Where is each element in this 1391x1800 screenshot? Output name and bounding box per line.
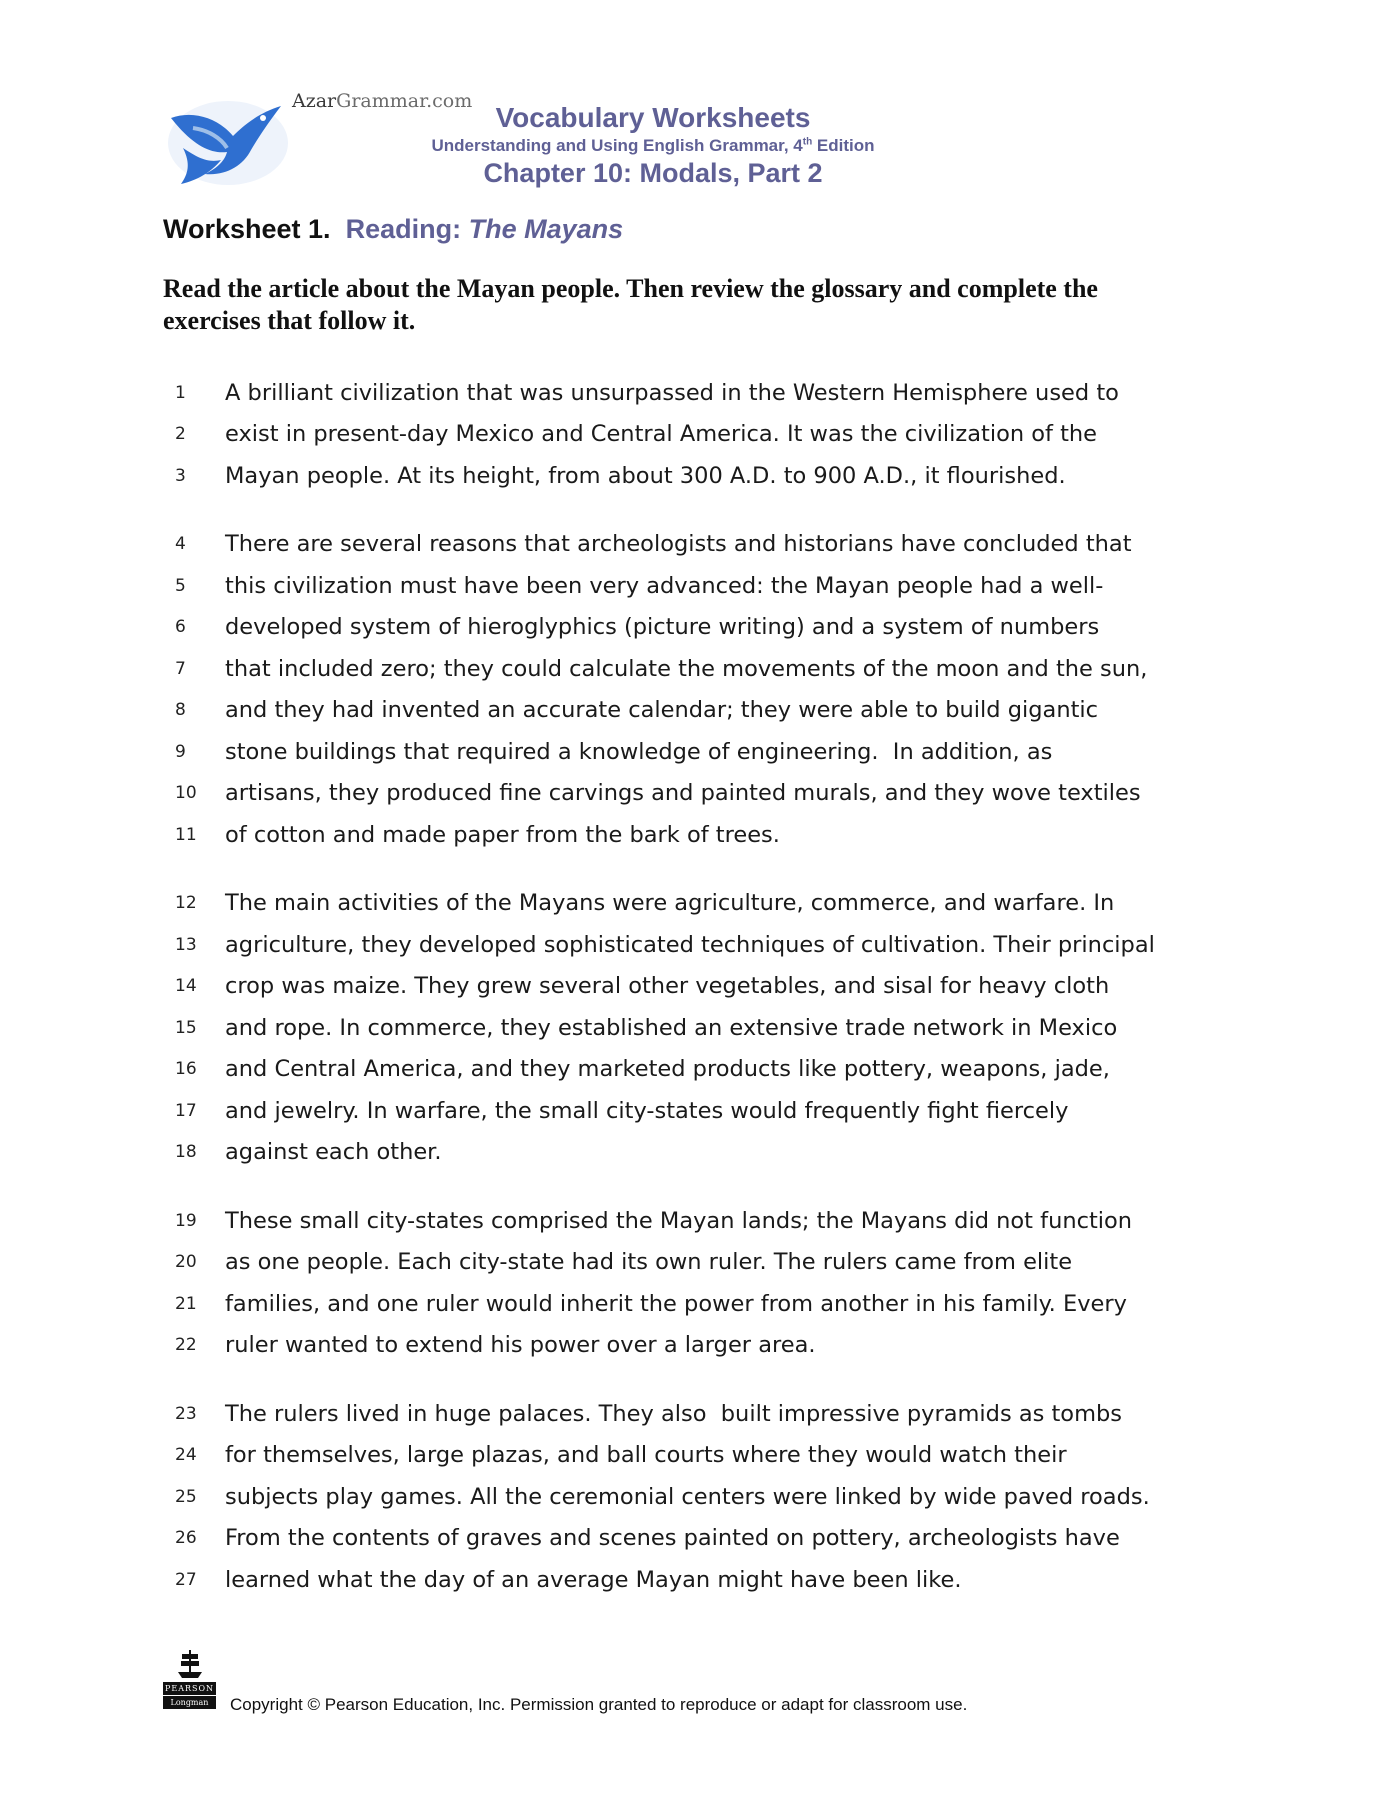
article-line bbox=[163, 648, 1183, 690]
line-number: 20 bbox=[175, 1252, 197, 1273]
article-line bbox=[163, 1090, 1183, 1132]
line-number: 16 bbox=[175, 1059, 197, 1080]
page-footer bbox=[163, 1648, 1063, 1728]
line-text: and jewelry. In warfare, the small city-states would frequently fight fiercely bbox=[225, 1097, 1069, 1124]
article-line bbox=[163, 1435, 1183, 1477]
line-text: ruler wanted to extend his power over a larger area. bbox=[225, 1332, 816, 1359]
line-text: that included zero; they could calculate the movements of the moon and the sun, bbox=[225, 655, 1148, 682]
article-line bbox=[163, 1476, 1183, 1518]
article-line bbox=[163, 1200, 1183, 1242]
article-line bbox=[163, 524, 1183, 566]
line-text: and rope. In commerce, they established an extensive trade network in Mexico bbox=[225, 1014, 1118, 1041]
pearson-logo: PEARSON Longman bbox=[163, 1648, 216, 1716]
line-number: 26 bbox=[175, 1528, 197, 1549]
line-text: stone buildings that required a knowledge of engineering. In addition, as bbox=[225, 738, 1053, 765]
line-number: 5 bbox=[175, 575, 186, 596]
line-number: 9 bbox=[175, 741, 186, 762]
line-number: 4 bbox=[175, 534, 186, 555]
article-line bbox=[163, 1518, 1183, 1560]
instructions: Read the article about the Mayan people. Then review the glossary and complete the exercises that follow it. bbox=[163, 274, 1098, 335]
article-line bbox=[163, 924, 1183, 966]
article-line bbox=[163, 414, 1183, 456]
line-text: of cotton and made paper from the bark of trees. bbox=[225, 821, 780, 848]
line-number: 24 bbox=[175, 1445, 197, 1466]
line-number: 25 bbox=[175, 1486, 197, 1507]
article-line bbox=[163, 966, 1183, 1008]
line-text: this civilization must have been very advanced: the Mayan people had a well- bbox=[225, 572, 1104, 599]
article-line bbox=[163, 1283, 1183, 1325]
line-text: A brilliant civilization that was unsurpassed in the Western Hemisphere used to bbox=[225, 379, 1119, 406]
header-title: Vocabulary Worksheets bbox=[495, 102, 811, 133]
line-text: There are several reasons that archeologists and historians have concluded that bbox=[225, 531, 1132, 558]
line-text: The rulers lived in huge palaces. They also built impressive pyramids as tombs bbox=[225, 1400, 1122, 1427]
line-number: 6 bbox=[175, 617, 186, 638]
line-number: 1 bbox=[175, 382, 186, 403]
article-line bbox=[163, 607, 1183, 649]
line-text: artisans, they produced fine carvings and painted murals, and they wove textiles bbox=[225, 780, 1141, 807]
line-text: subjects play games. All the ceremonial centers were linked by wide paved roads. bbox=[225, 1483, 1150, 1510]
line-number: 8 bbox=[175, 700, 186, 721]
line-text: and Central America, and they marketed products like pottery, weapons, jade, bbox=[225, 1056, 1110, 1083]
article-line bbox=[163, 883, 1183, 925]
line-number: 15 bbox=[175, 1017, 197, 1038]
article-line bbox=[163, 1132, 1183, 1174]
article-line bbox=[163, 372, 1183, 414]
article-line bbox=[163, 814, 1183, 856]
line-text: crop was maize. They grew several other vegetables, and sisal for heavy cloth bbox=[225, 973, 1110, 1000]
copyright-notice: Copyright © Pearson Education, Inc. Permission granted to reproduce or adapt for classroom use. bbox=[230, 1695, 968, 1714]
line-number: 3 bbox=[175, 465, 186, 486]
line-number: 14 bbox=[175, 976, 197, 997]
line-text: Mayan people. At its height, from about 300 A.D. to 900 A.D., it flourished. bbox=[225, 462, 1066, 489]
article-line bbox=[163, 1007, 1183, 1049]
article-line bbox=[163, 731, 1183, 773]
article-line bbox=[163, 565, 1183, 607]
line-text: against each other. bbox=[225, 1139, 442, 1166]
line-text: developed system of hieroglyphics (picture writing) and a system of numbers bbox=[225, 614, 1100, 641]
line-number: 7 bbox=[175, 658, 186, 679]
article-line bbox=[163, 1559, 1183, 1601]
line-text: From the contents of graves and scenes painted on pottery, archeologists have bbox=[225, 1525, 1120, 1552]
line-number: 23 bbox=[175, 1403, 197, 1424]
line-number: 11 bbox=[175, 824, 197, 845]
line-text: as one people. Each city-state had its own ruler. The rulers came from elite bbox=[225, 1249, 1073, 1276]
line-number: 12 bbox=[175, 893, 197, 914]
article-body bbox=[163, 372, 1183, 1628]
article-paragraph bbox=[163, 1200, 1183, 1366]
article-line bbox=[163, 1242, 1183, 1284]
article-paragraph bbox=[163, 372, 1183, 497]
line-text: learned what the day of an average Mayan might have been like. bbox=[225, 1566, 962, 1593]
line-number: 21 bbox=[175, 1293, 197, 1314]
line-text: for themselves, large plazas, and ball courts where they would watch their bbox=[225, 1442, 1067, 1469]
line-number: 10 bbox=[175, 783, 197, 804]
site-name: AzarGrammar.com bbox=[292, 90, 473, 112]
article-line bbox=[163, 1325, 1183, 1367]
article-line bbox=[163, 1049, 1183, 1091]
article-paragraph bbox=[163, 1393, 1183, 1601]
article-line bbox=[163, 690, 1183, 732]
line-number: 2 bbox=[175, 424, 186, 445]
chapter-title: Chapter 10: Modals, Part 2 bbox=[483, 158, 823, 188]
line-text: exist in present-day Mexico and Central America. It was the civilization of the bbox=[225, 421, 1098, 448]
article-paragraph bbox=[163, 524, 1183, 856]
article-line bbox=[163, 455, 1183, 497]
line-text: families, and one ruler would inherit the power from another in his family. Every bbox=[225, 1290, 1127, 1317]
line-number: 22 bbox=[175, 1335, 197, 1356]
article-line bbox=[163, 773, 1183, 815]
line-number: 19 bbox=[175, 1210, 197, 1231]
ship-logo-icon bbox=[177, 1648, 203, 1680]
line-text: The main activities of the Mayans were agriculture, commerce, and warfare. In bbox=[225, 890, 1115, 917]
line-text: agriculture, they developed sophisticated techniques of cultivation. Their principal bbox=[225, 931, 1155, 958]
worksheet-heading: Worksheet 1. Reading: The Mayans bbox=[163, 214, 624, 244]
article-line bbox=[163, 1393, 1183, 1435]
article-paragraph bbox=[163, 883, 1183, 1174]
header-subtitle: Understanding and Using English Grammar, 4th Edition bbox=[431, 136, 875, 155]
line-text: and they had invented an accurate calendar; they were able to build gigantic bbox=[225, 697, 1099, 724]
line-number: 17 bbox=[175, 1100, 197, 1121]
page-header bbox=[163, 80, 903, 190]
line-number: 13 bbox=[175, 934, 197, 955]
line-number: 27 bbox=[175, 1569, 197, 1590]
line-text: These small city-states comprised the Mayan lands; the Mayans did not function bbox=[225, 1207, 1133, 1234]
line-number: 18 bbox=[175, 1142, 197, 1163]
